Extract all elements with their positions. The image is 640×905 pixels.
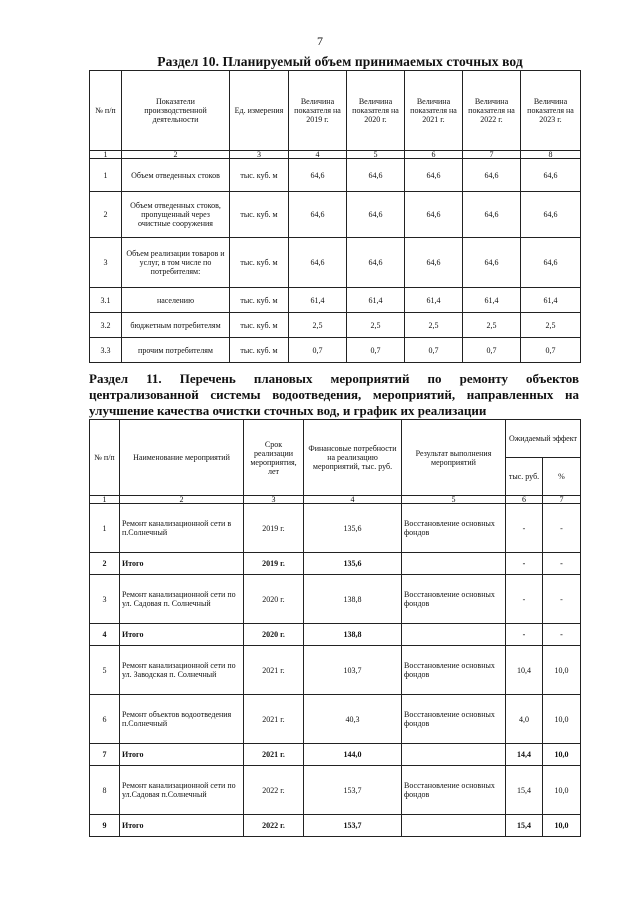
- value-cell: 64,6: [289, 159, 347, 192]
- total-row: [90, 815, 581, 837]
- result-cell: [402, 744, 506, 766]
- value-cell: 64,6: [289, 238, 347, 288]
- finance-cell: 103,7: [304, 646, 402, 695]
- header-cell: Результат выполнения мероприятий: [402, 420, 506, 496]
- column-number: 2: [120, 496, 244, 504]
- column-number: 7: [463, 151, 521, 159]
- effect-rub-cell: -: [506, 575, 543, 624]
- header-cell: № п/п: [90, 71, 122, 151]
- unit-cell: тыс. куб. м: [230, 238, 289, 288]
- finance-cell: 135,6: [304, 504, 402, 553]
- header-cell: Величина показателя на 2020 г.: [347, 71, 405, 151]
- value-cell: 0,7: [289, 338, 347, 363]
- indicator-name-cell: Объем реализации товаров и услуг, в том числе по потребителям:: [122, 238, 230, 288]
- row-number-cell: 7: [90, 744, 120, 766]
- value-cell: 61,4: [463, 288, 521, 313]
- value-cell: 64,6: [405, 159, 463, 192]
- header-cell: Величина показателя на 2022 г.: [463, 71, 521, 151]
- term-cell: 2021 г.: [244, 744, 304, 766]
- section-11-table: [89, 419, 581, 837]
- measure-name-cell: Итого: [120, 624, 244, 646]
- unit-cell: тыс. куб. м: [230, 313, 289, 338]
- result-cell: [402, 815, 506, 837]
- table-row: [90, 159, 581, 192]
- value-cell: 2,5: [463, 313, 521, 338]
- finance-cell: 138,8: [304, 575, 402, 624]
- finance-cell: 135,6: [304, 553, 402, 575]
- header-cell: Наименование мероприятий: [120, 420, 244, 496]
- column-number: 4: [304, 496, 402, 504]
- term-cell: 2022 г.: [244, 766, 304, 815]
- column-number-row: [90, 151, 581, 159]
- column-number: 2: [122, 151, 230, 159]
- table-row: [90, 238, 581, 288]
- header-cell: Величина показателя на 2021 г.: [405, 71, 463, 151]
- value-cell: 0,7: [521, 338, 581, 363]
- term-cell: 2021 г.: [244, 646, 304, 695]
- header-cell: Величина показателя на 2019 г.: [289, 71, 347, 151]
- value-cell: 0,7: [405, 338, 463, 363]
- unit-cell: тыс. куб. м: [230, 192, 289, 238]
- value-cell: 2,5: [347, 313, 405, 338]
- total-row: [90, 624, 581, 646]
- table-row: [90, 575, 581, 624]
- effect-rub-cell: -: [506, 553, 543, 575]
- value-cell: 64,6: [521, 238, 581, 288]
- row-number-cell: 3.2: [90, 313, 122, 338]
- row-number-cell: 2: [90, 192, 122, 238]
- value-cell: 64,6: [347, 192, 405, 238]
- table-row: [90, 313, 581, 338]
- section-10-title: Раздел 10. Планируемый объем принимаемых сточных вод: [157, 54, 523, 69]
- effect-rub-cell: 15,4: [506, 815, 543, 837]
- section-10-table: [89, 70, 581, 363]
- term-cell: 2020 г.: [244, 575, 304, 624]
- finance-cell: 153,7: [304, 766, 402, 815]
- row-number-cell: 9: [90, 815, 120, 837]
- table-row: [90, 338, 581, 363]
- header-cell: тыс. руб.: [506, 458, 543, 496]
- value-cell: 64,6: [463, 192, 521, 238]
- table-header-row: [90, 71, 581, 151]
- header-cell: Ожидаемый эффект: [506, 420, 581, 458]
- finance-cell: 144,0: [304, 744, 402, 766]
- unit-cell: тыс. куб. м: [230, 159, 289, 192]
- value-cell: 61,4: [347, 288, 405, 313]
- value-cell: 64,6: [347, 159, 405, 192]
- row-number-cell: 2: [90, 553, 120, 575]
- value-cell: 64,6: [347, 238, 405, 288]
- effect-pct-cell: 10,0: [543, 646, 581, 695]
- value-cell: 0,7: [463, 338, 521, 363]
- row-number-cell: 3.3: [90, 338, 122, 363]
- effect-pct-cell: -: [543, 504, 581, 553]
- column-number-row: [90, 496, 581, 504]
- column-number: 7: [543, 496, 581, 504]
- term-cell: 2022 г.: [244, 815, 304, 837]
- table-row: [90, 695, 581, 744]
- value-cell: 61,4: [521, 288, 581, 313]
- result-cell: Восстановление основных фондов: [402, 766, 506, 815]
- finance-cell: 153,7: [304, 815, 402, 837]
- header-cell: Показатели производственной деятельности: [122, 71, 230, 151]
- value-cell: 61,4: [289, 288, 347, 313]
- column-number: 6: [506, 496, 543, 504]
- row-number-cell: 4: [90, 624, 120, 646]
- effect-rub-cell: -: [506, 504, 543, 553]
- measure-name-cell: Ремонт канализационной сети по ул.Садовая п.Солнечный: [120, 766, 244, 815]
- column-number: 1: [90, 496, 120, 504]
- indicator-name-cell: Объем отведенных стоков, пропущенный через очистные сооружения: [122, 192, 230, 238]
- row-number-cell: 3: [90, 238, 122, 288]
- column-number: 3: [230, 151, 289, 159]
- table-row: [90, 288, 581, 313]
- effect-rub-cell: 10,4: [506, 646, 543, 695]
- table-row: [90, 646, 581, 695]
- header-cell: № п/п: [90, 420, 120, 496]
- column-number: 1: [90, 151, 122, 159]
- measure-name-cell: Ремонт канализационной сети в п.Солнечный: [120, 504, 244, 553]
- value-cell: 64,6: [405, 238, 463, 288]
- value-cell: 0,7: [347, 338, 405, 363]
- table-row: [90, 766, 581, 815]
- effect-pct-cell: 10,0: [543, 815, 581, 837]
- value-cell: 2,5: [521, 313, 581, 338]
- result-cell: Восстановление основных фондов: [402, 504, 506, 553]
- effect-pct-cell: 10,0: [543, 744, 581, 766]
- header-cell: %: [543, 458, 581, 496]
- term-cell: 2021 г.: [244, 695, 304, 744]
- measure-name-cell: Ремонт канализационной сети по ул. Садовая п. Солнечный: [120, 575, 244, 624]
- indicator-name-cell: Объем отведенных стоков: [122, 159, 230, 192]
- effect-pct-cell: 10,0: [543, 766, 581, 815]
- header-cell: Величина показателя на 2023 г.: [521, 71, 581, 151]
- header-cell: Финансовые потребности на реализацию мероприятий, тыс. руб.: [304, 420, 402, 496]
- effect-pct-cell: 10,0: [543, 695, 581, 744]
- table-row: [90, 192, 581, 238]
- row-number-cell: 1: [90, 159, 122, 192]
- result-cell: [402, 553, 506, 575]
- value-cell: 64,6: [521, 192, 581, 238]
- header-cell: Срок реализации мероприятия, лет: [244, 420, 304, 496]
- measure-name-cell: Ремонт объектов водоотведения п.Солнечный: [120, 695, 244, 744]
- value-cell: 64,6: [289, 192, 347, 238]
- column-number: 6: [405, 151, 463, 159]
- value-cell: 64,6: [521, 159, 581, 192]
- effect-rub-cell: 14,4: [506, 744, 543, 766]
- row-number-cell: 8: [90, 766, 120, 815]
- row-number-cell: 1: [90, 504, 120, 553]
- effect-rub-cell: 4,0: [506, 695, 543, 744]
- indicator-name-cell: прочим потребителям: [122, 338, 230, 363]
- measure-name-cell: Ремонт канализационной сети по ул. Заводская п. Солнечный: [120, 646, 244, 695]
- total-row: [90, 553, 581, 575]
- value-cell: 64,6: [463, 238, 521, 288]
- unit-cell: тыс. куб. м: [230, 288, 289, 313]
- page-number: 7: [317, 34, 323, 48]
- column-number: 5: [347, 151, 405, 159]
- value-cell: 2,5: [405, 313, 463, 338]
- finance-cell: 40,3: [304, 695, 402, 744]
- effect-pct-cell: -: [543, 624, 581, 646]
- table-row: [90, 504, 581, 553]
- value-cell: 61,4: [405, 288, 463, 313]
- result-cell: [402, 624, 506, 646]
- column-number: 8: [521, 151, 581, 159]
- result-cell: Восстановление основных фондов: [402, 646, 506, 695]
- finance-cell: 138,8: [304, 624, 402, 646]
- term-cell: 2020 г.: [244, 624, 304, 646]
- unit-cell: тыс. куб. м: [230, 338, 289, 363]
- column-number: 3: [244, 496, 304, 504]
- section-11-title: Раздел 11. Перечень плановых мероприятий по ремонту объектов централизованной системы водоотведения, мероприятий, направленных на улучшение качества очистки сточных вод, и график их реализации: [89, 371, 579, 418]
- effect-rub-cell: 15,4: [506, 766, 543, 815]
- total-row: [90, 744, 581, 766]
- term-cell: 2019 г.: [244, 553, 304, 575]
- indicator-name-cell: населению: [122, 288, 230, 313]
- column-number: 4: [289, 151, 347, 159]
- header-cell: Ед. измерения: [230, 71, 289, 151]
- measure-name-cell: Итого: [120, 744, 244, 766]
- row-number-cell: 5: [90, 646, 120, 695]
- effect-pct-cell: -: [543, 575, 581, 624]
- result-cell: Восстановление основных фондов: [402, 695, 506, 744]
- column-number: 5: [402, 496, 506, 504]
- result-cell: Восстановление основных фондов: [402, 575, 506, 624]
- effect-rub-cell: -: [506, 624, 543, 646]
- indicator-name-cell: бюджетным потребителям: [122, 313, 230, 338]
- value-cell: 64,6: [463, 159, 521, 192]
- row-number-cell: 6: [90, 695, 120, 744]
- term-cell: 2019 г.: [244, 504, 304, 553]
- effect-pct-cell: -: [543, 553, 581, 575]
- measure-name-cell: Итого: [120, 553, 244, 575]
- value-cell: 2,5: [289, 313, 347, 338]
- row-number-cell: 3: [90, 575, 120, 624]
- measure-name-cell: Итого: [120, 815, 244, 837]
- value-cell: 64,6: [405, 192, 463, 238]
- table-header-row: [90, 420, 581, 458]
- row-number-cell: 3.1: [90, 288, 122, 313]
